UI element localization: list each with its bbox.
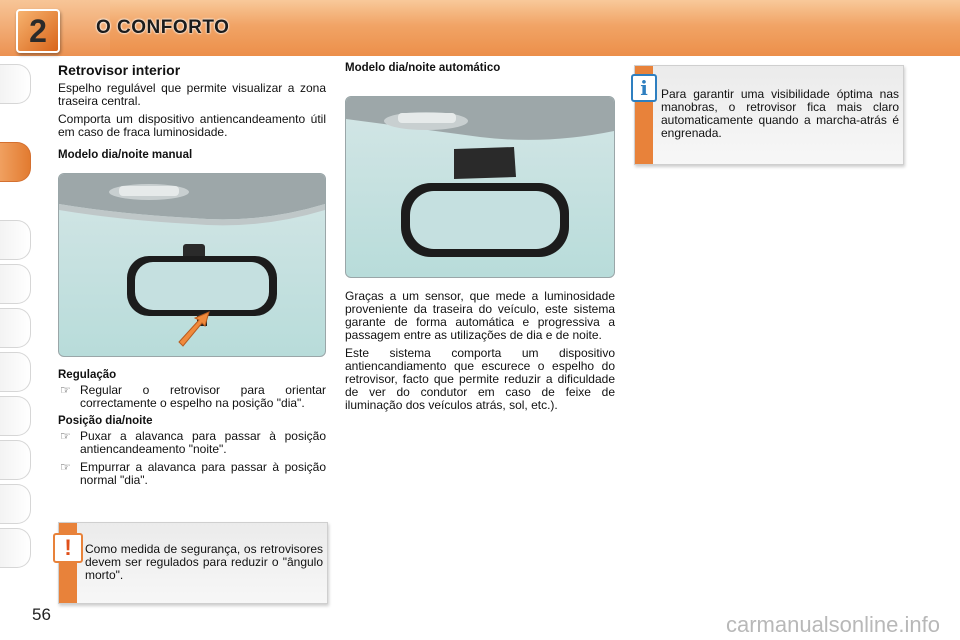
regulacao-list	[58, 384, 326, 410]
list-item: ☞ Regular o retrovisor para orientar correctamente o espelho na posição "dia".	[60, 383, 326, 410]
warning-icon: !	[53, 533, 83, 563]
page-number: 56	[32, 605, 51, 624]
posicao-heading: Posição dia/noite	[58, 415, 153, 427]
intro-paragraph-2: Comporta um dispositivo antiencandeamento útil em caso de fraca luminosidade.	[58, 112, 326, 139]
info-icon: i	[631, 74, 657, 102]
chapter-tab-7[interactable]	[0, 396, 31, 436]
chapter-tab-4[interactable]	[0, 264, 31, 304]
list-item: ☞ Puxar a alavanca para passar à posição antiencandeamento "noite".	[60, 429, 326, 456]
auto-paragraph-1: Graças a um sensor, que mede a luminosidade proveniente da traseira do veículo, este sistema garante de forma automática e progressiva a passagem entre as utilizações de dia e de noite.	[345, 289, 615, 342]
hand-pointer-icon: ☞	[60, 429, 71, 443]
chapter-tab-8[interactable]	[0, 440, 31, 480]
auto-model-heading: Modelo dia/noite automático	[345, 62, 501, 74]
middle-column	[345, 62, 615, 417]
chapter-number-badge: 2	[16, 9, 60, 53]
manual-mirror-illustration	[58, 173, 326, 357]
chapter-tab-3[interactable]	[0, 220, 31, 260]
chapter-tab-6[interactable]	[0, 352, 31, 392]
chapter-tab-1[interactable]	[0, 64, 31, 104]
regulacao-heading: Regulação	[58, 369, 117, 381]
posicao-list	[58, 430, 326, 487]
chapter-tab-10[interactable]	[0, 528, 31, 568]
auto-paragraph-2: Este sistema comporta um dispositivo antiencandiamento que escurece o espelho do retrovisor, facto que permite reduzir a dificuldade de ver do condutor em caso de feixe de iluminação dos veículos atrás, sol, etc.).	[345, 346, 615, 412]
manual-model-heading: Modelo dia/noite manual	[58, 149, 193, 161]
chapter-tab-2-active[interactable]	[0, 142, 31, 182]
hand-pointer-icon: ☞	[60, 383, 71, 397]
chapter-tab-5[interactable]	[0, 308, 31, 348]
list-item: ☞ Empurrar a alavanca para passar à posição normal "dia".	[60, 460, 326, 487]
auto-mirror-drawing	[346, 97, 614, 277]
chapter-title: O CONFORTO	[96, 17, 230, 38]
chapter-tab-9[interactable]	[0, 484, 31, 524]
intro-paragraph-1: Espelho regulável que permite visualizar a zona traseira central.	[58, 81, 326, 108]
chapter-header-bar	[0, 0, 960, 56]
footer-watermark: carmanualsonline.info	[725, 612, 940, 637]
section-heading: Retrovisor interior	[58, 62, 181, 78]
warning-text: Como medida de segurança, os retrovisores devem ser regulados para reduzir o "ângulo morto".	[85, 542, 323, 582]
info-box	[634, 65, 904, 165]
auto-mirror-illustration	[345, 96, 615, 278]
left-column	[58, 62, 326, 492]
chapter-tabs	[0, 64, 34, 574]
hand-pointer-icon: ☞	[60, 460, 71, 474]
manual-mirror-drawing	[59, 174, 325, 356]
warning-box	[58, 522, 328, 604]
info-text: Para garantir uma visibilidade óptima nas manobras, o retrovisor fica mais claro automaticamente quando a marcha-atrás é engrenada.	[661, 87, 899, 140]
